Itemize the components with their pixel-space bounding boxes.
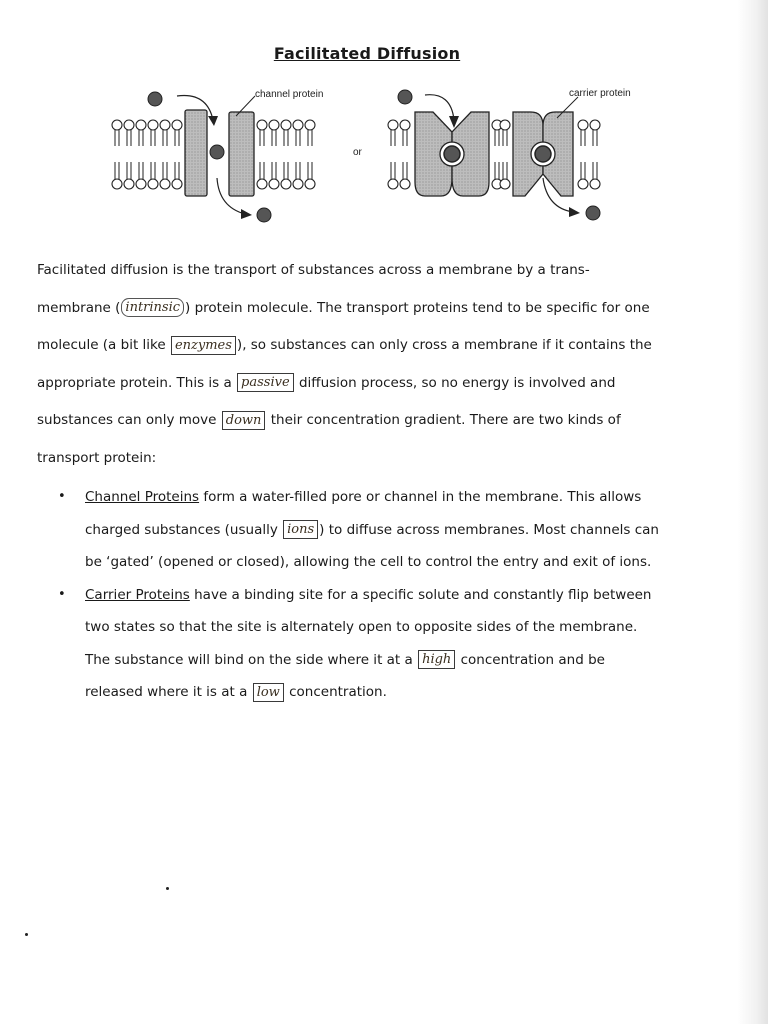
phospholipid-head <box>124 120 134 130</box>
scan-speck <box>166 887 169 890</box>
channel-phospholipids-right <box>257 120 315 189</box>
text-fragment: form a water-filled pore or channel in the membrane. This allows <box>199 489 642 505</box>
carrier-line-2: two states so that the site is alternately open to opposite sides of the membrane. <box>85 619 638 635</box>
channel-line-3: be ‘gated’ (opened or closed), allowing the cell to control the entry and exit of ions. <box>85 554 652 570</box>
carrier-line-1 <box>85 579 716 612</box>
phospholipid-head <box>388 120 398 130</box>
solute-molecule-in-channel <box>210 145 224 159</box>
intro-paragraph <box>37 252 717 477</box>
bullet-point: • <box>58 586 66 602</box>
carrier-exit-arrowhead <box>569 207 580 217</box>
phospholipid-head <box>400 120 410 130</box>
carrier-phospholipids-left <box>388 120 410 189</box>
text-fragment: ), so substances can only cross a membrane if it contains the <box>236 337 652 353</box>
handwritten-answer-down: down <box>222 411 266 430</box>
carrier-solute-outside <box>398 90 412 104</box>
or-label: or <box>353 147 362 158</box>
text-fragment: membrane ( <box>37 299 121 316</box>
text-fragment: concentration. <box>284 684 387 700</box>
text-fragment: released where it is at a <box>85 684 252 700</box>
phospholipid-head <box>590 120 600 130</box>
phospholipid-head <box>305 120 315 130</box>
phospholipid-head <box>578 120 588 130</box>
channel-line-2 <box>85 514 716 547</box>
phospholipid-head <box>590 179 600 189</box>
membrane-diagram <box>95 82 655 232</box>
phospholipid-head <box>305 179 315 189</box>
phospholipid-head <box>269 120 279 130</box>
text-fragment: concentration and be <box>456 651 605 668</box>
carrier-line-3 <box>85 644 716 677</box>
transport-protein-list <box>56 481 716 709</box>
phospholipid-head <box>160 120 170 130</box>
text-fragment: The substance will bind on the side where it at a <box>85 651 418 668</box>
channel-proteins-term: Channel Proteins <box>85 489 200 505</box>
phospholipid-head <box>160 179 170 189</box>
solute-molecule-inside <box>257 208 271 222</box>
handwritten-answer-low: low <box>253 683 284 702</box>
phospholipid-head <box>257 179 267 189</box>
list-item-channel-proteins <box>56 481 716 579</box>
handwritten-answer-passive: passive <box>237 373 294 392</box>
phospholipid-head <box>388 179 398 189</box>
carrier-proteins-term: Carrier Proteins <box>85 586 190 603</box>
solute-molecule-outside <box>148 92 162 106</box>
handwritten-answer-ions: ions <box>283 520 318 539</box>
intro-line-5 <box>37 402 717 440</box>
channel-protein-label: channel protein <box>255 89 324 100</box>
entry-arrowhead <box>208 116 218 126</box>
carrier-solute-inside <box>586 206 600 220</box>
text-fragment: appropriate protein. This is a <box>37 374 237 391</box>
phospholipid-head <box>293 120 303 130</box>
intro-line-2 <box>37 290 717 328</box>
text-fragment: have a binding site for a specific solute and constantly flip between <box>189 586 652 603</box>
handwritten-answer-enzymes: enzymes <box>171 336 236 355</box>
scan-speck <box>25 933 28 936</box>
phospholipid-head <box>136 120 146 130</box>
text-fragment: substances can only move <box>37 412 221 428</box>
channel-line-1 <box>85 481 716 514</box>
intro-line-1: Facilitated diffusion is the transport of substances across a membrane by a trans- <box>37 262 590 278</box>
phospholipid-head <box>293 179 303 189</box>
carrier-solute-bound-left <box>444 146 460 162</box>
handwritten-answer-intrinsic: intrinsic <box>121 298 184 317</box>
channel-protein-left-half <box>185 110 207 196</box>
carrier-line-4 <box>85 676 716 709</box>
phospholipid-head <box>124 179 134 189</box>
phospholipid-head <box>500 120 510 130</box>
phospholipid-head <box>578 179 588 189</box>
carrier-solute-bound-right <box>535 146 551 162</box>
phospholipid-head <box>148 120 158 130</box>
phospholipid-head <box>112 120 122 130</box>
phospholipid-head <box>257 120 267 130</box>
text-fragment: their concentration gradient. There are two kinds of <box>266 412 621 428</box>
phospholipid-head <box>500 179 510 189</box>
phospholipid-head <box>172 179 182 189</box>
phospholipid-head <box>136 179 146 189</box>
phospholipid-head <box>281 179 291 189</box>
phospholipid-head <box>148 179 158 189</box>
list-item-carrier-proteins <box>56 579 716 709</box>
phospholipid-head <box>269 179 279 189</box>
intro-line-3 <box>37 327 717 365</box>
page-title: Facilitated Diffusion <box>273 44 461 63</box>
text-fragment: molecule (a bit like <box>37 337 170 353</box>
membrane-diagram-svg <box>95 82 655 232</box>
handwritten-answer-high: high <box>418 650 455 669</box>
phospholipid-head <box>281 120 291 130</box>
text-fragment: diffusion process, so no energy is involved and <box>294 374 616 391</box>
exit-arrowhead <box>241 209 252 219</box>
phospholipid-head <box>112 179 122 189</box>
bullet-point: • <box>58 489 66 504</box>
channel-protein-right-half <box>229 112 254 196</box>
intro-line-4 <box>37 365 717 403</box>
text-fragment: ) to diffuse across membranes. Most channels can <box>319 521 659 538</box>
phospholipid-head <box>172 120 182 130</box>
text-fragment: charged substances (usually <box>85 521 283 538</box>
phospholipid-head <box>400 179 410 189</box>
text-fragment: ) protein molecule. The transport proteins tend to be specific for one <box>185 299 650 316</box>
intro-line-6: transport protein: <box>37 449 157 466</box>
carrier-protein-label: carrier protein <box>569 88 631 99</box>
channel-phospholipids-left <box>112 120 182 189</box>
